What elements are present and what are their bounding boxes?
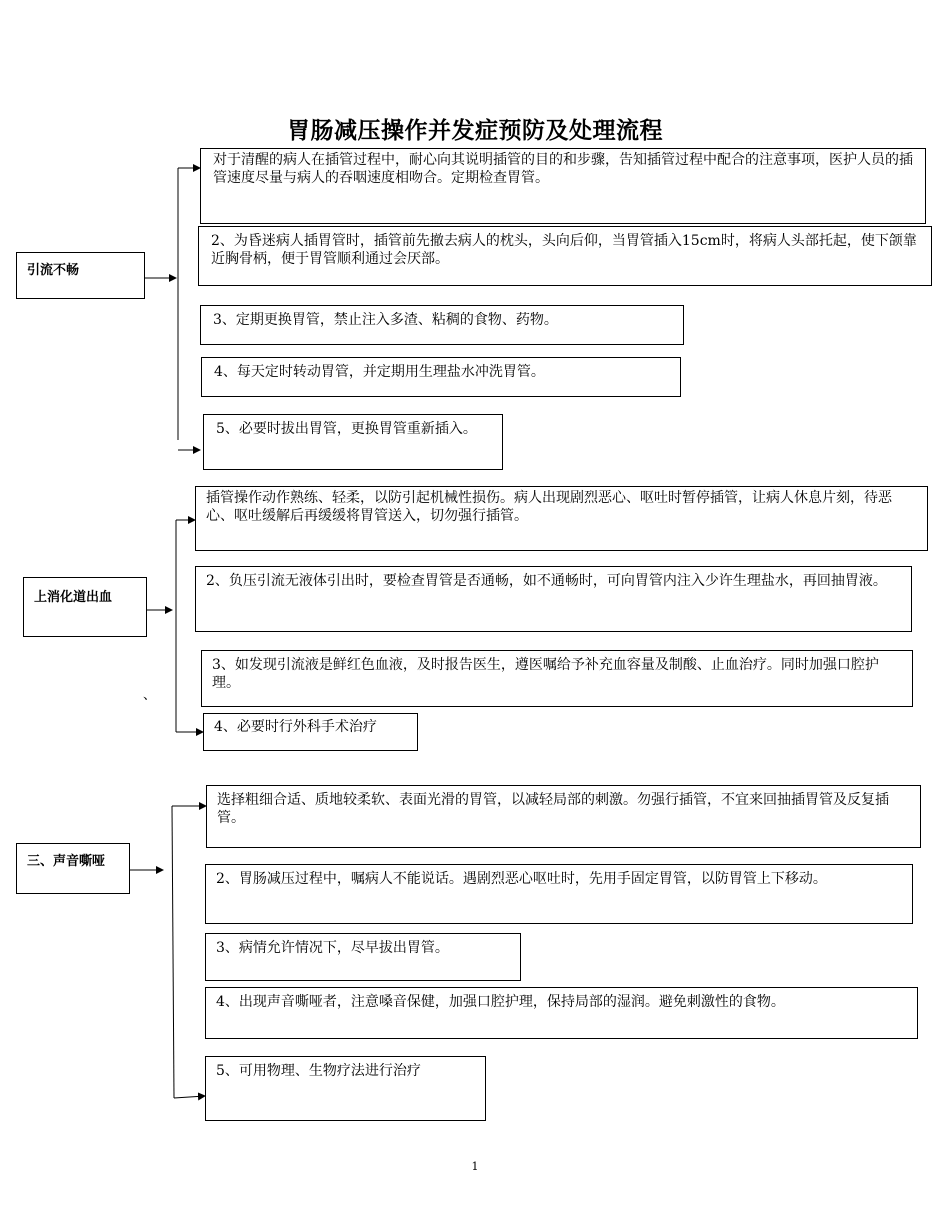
measure-box: 3、定期更换胃管，禁止注入多渣、粘稠的食物、药物。 [200, 305, 684, 345]
stray-mark: 、 [143, 688, 157, 703]
measure-box: 4、出现声音嘶哑者，注意嗓音保健，加强口腔护理，保持局部的湿润。避免刺激性的食物。 [205, 987, 918, 1039]
page-title: 胃肠减压操作并发症预防及处理流程 [287, 117, 663, 144]
category-upper-gi-bleeding: 上消化道出血 [23, 577, 147, 637]
measure-box: 4、必要时行外科手术治疗 [203, 713, 418, 751]
category-hoarseness: 三、声音嘶哑 [16, 843, 130, 894]
measure-box: 2、为昏迷病人插胃管时，插管前先撤去病人的枕头，头向后仰，当胃管插入15cm时，将病人头部托起，使下颌靠近胸骨柄，便于胃管顺利通过会厌部。 [198, 226, 932, 286]
measure-box: 2、负压引流无液体引出时，要检查胃管是否通畅，如不通畅时，可向胃管内注入少许生理盐水，再回抽胃液。 [195, 566, 912, 632]
measure-box: 2、胃肠减压过程中，嘱病人不能说话。遇剧烈恶心呕吐时，先用手固定胃管，以防胃管上下移动。 [205, 864, 913, 924]
measure-box: 3、病情允许情况下，尽早拔出胃管。 [205, 933, 521, 981]
measure-box: 5、必要时拔出胃管，更换胃管重新插入。 [203, 414, 503, 470]
measure-box: 对于清醒的病人在插管过程中，耐心向其说明插管的目的和步骤，告知插管过程中配合的注意事项，医护人员的插管速度尽量与病人的吞咽速度相吻合。定期检查胃管。 [200, 148, 926, 224]
measure-box: 3、如发现引流液是鲜红色血液，及时报告医生，遵医嘱给予补充血容量及制酸、止血治疗。同时加强口腔护理。 [201, 650, 913, 707]
page-number: 1 [471, 1160, 479, 1173]
measure-box: 插管操作动作熟练、轻柔，以防引起机械性损伤。病人出现剧烈恶心、呕吐时暂停插管，让病人休息片刻，待恶心、呕吐缓解后再缓缓将胃管送入，切勿强行插管。 [195, 486, 928, 551]
measure-box: 4、每天定时转动胃管，并定期用生理盐水冲洗胃管。 [201, 357, 681, 397]
category-drainage-obstruction: 引流不畅 [16, 252, 145, 299]
measure-box: 5、可用物理、生物疗法进行治疗 [205, 1056, 486, 1121]
measure-box: 选择粗细合适、质地较柔软、表面光滑的胃管，以减轻局部的刺激。勿强行插管，不宜来回抽插胃管及反复插管。 [206, 785, 921, 848]
